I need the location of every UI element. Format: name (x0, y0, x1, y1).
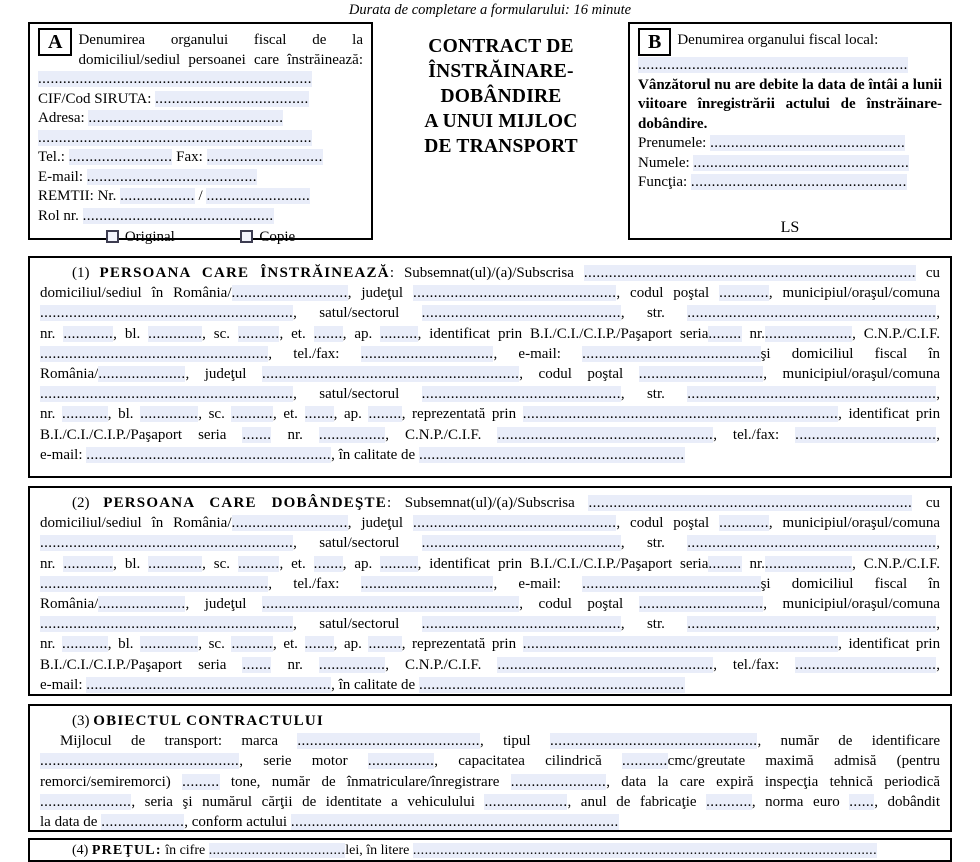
document-title (382, 34, 620, 159)
box-a-letter-tag: A (38, 28, 72, 56)
box-a-adresa-row2[interactable]: .................................................................. (38, 129, 312, 146)
section-3-contract-object (28, 704, 952, 832)
s1-line-1[interactable]: (1) PERSOANA CARE ÎNSTRĂINEAZĂ: Subsemnat(ul)/(a)/Subscrisa ................................................................................ cu (72, 265, 941, 281)
s3-title: OBIECTUL CONTRACTULUI (93, 713, 324, 729)
title-line-4: A UNUI MIJLOC (424, 111, 578, 132)
box-b-ls-stamp-label: LS (780, 218, 800, 236)
box-b-numele-row[interactable]: Numele: .................................................... (638, 154, 910, 171)
original-label: Original (124, 229, 175, 245)
s2-line-9[interactable]: B.I./C.I./C.I.P./Paşaport seria ....... nr. ................, C.N.P./C.I.F. ...................................................., tel./fax: .................................., (40, 656, 941, 673)
box-a-name-field[interactable]: .................................................................. (38, 71, 312, 87)
box-b-functia-row[interactable]: Funcţia: .................................................... (638, 174, 907, 190)
box-b-prenumele-row[interactable]: Prenumele: ............................................... (638, 135, 906, 151)
s3-heading: (3) OBIECTUL CONTRACTULUI (72, 713, 324, 729)
s3-line-1[interactable]: Mijlocul de transport: marca ............................................, tipul .................................................., număr de identificare (60, 733, 941, 750)
s4-line-1[interactable]: (4) PREŢUL: în cifre ...................................lei, în litere ....................................................................................................................... (72, 843, 877, 858)
section-4-price (28, 838, 952, 862)
title-line-5: DE TRANSPORT (424, 136, 578, 157)
box-a-fiscal-authority (28, 22, 373, 245)
box-b-header-row (638, 28, 942, 56)
title-line-3: DOBÂNDIRE (440, 86, 562, 107)
copie-label: Copie (259, 229, 296, 245)
s2-line-2[interactable]: domiciliul/sediul în România/............................, judeţul ................................................., codul poştal ............, municipiul/oraşul/comuna (40, 515, 941, 532)
box-a-header-row (38, 28, 363, 70)
s1-title: PERSOANA CARE ÎNSTRĂINEAZĂ (99, 265, 390, 281)
box-a-email-row[interactable]: E-mail: ......................................... (38, 168, 257, 185)
s2-line-10[interactable]: e-mail: ..........................................................., în calitate de ................................................................ (40, 676, 685, 693)
s4-title: PREŢUL: (91, 843, 162, 858)
section-1-seller (28, 256, 952, 478)
form-duration-note: Durata de completare a formularului: 16 minute (348, 2, 632, 18)
s1-line-3[interactable]: ............................................................., satul/sectorul ................................................, str. ............................................................, (40, 305, 941, 322)
s2-line-1[interactable]: (2) PERSOANA CARE DOBÂNDEŞTE: Subsemnat(ul)/(a)/Subscrisa .............................................................................. cu (72, 495, 941, 511)
title-line-1: CONTRACT DE (428, 36, 574, 57)
s1-line-6[interactable]: România/....................., judeţul .............................................................., codul poştal .............................., municipiul/oraşul/comuna (40, 366, 940, 383)
section-2-buyer (28, 486, 952, 696)
s1-line-8[interactable]: nr. ..........., bl. .............., sc. .........., et. ......., ap. ........, reprezentată prin ............................................................................, identificat prin (40, 406, 941, 423)
s3-line-3[interactable]: remorci/semiremorci) ......... tone, număr de înmatriculare/înregistrare ......................., data la care expiră inspecţia tehnică periodică (40, 773, 941, 790)
box-b-local-fiscal-authority (628, 22, 952, 240)
box-b-name-field[interactable]: ................................................................. (638, 57, 908, 73)
box-b-letter-tag: B (638, 28, 671, 56)
box-a-cif-row[interactable]: CIF/Cod SIRUTA: ..................................... (38, 90, 309, 107)
s1-line-7[interactable]: ............................................................., satul/sectorul ................................................, str. ............................................................, (40, 386, 941, 403)
s2-line-4[interactable]: nr. ............, bl. ............., sc. .........., et. ......., ap. ........., identificat prin B.I./C.I./C.I.P./Paşaport seria........ nr......................, C.N.P./C.I.F. (40, 555, 941, 572)
s3-line-2[interactable]: ................................................, serie motor ................, capacitatea cilindrică ...........cmc/greutate maximă admisă (pentru (40, 753, 940, 770)
s2-title: PERSOANA CARE DOBÂNDEŞTE (103, 495, 387, 511)
s2-line-6[interactable]: România/....................., judeţul .............................................................., codul poştal .............................., municipiul/oraşul/comuna (40, 596, 940, 613)
box-a-rol-row[interactable]: Rol nr. .............................................. (38, 207, 274, 224)
s2-line-5[interactable]: ......................................................., tel./fax: ................................, e-mail: ...........................................şi domiciliul fiscal în (40, 575, 941, 592)
s1-line-9[interactable]: B.I./C.I./C.I.P./Paşaport seria ....... nr. ................, C.N.P./C.I.F. ...................................................., tel./fax: .................................., (40, 426, 941, 443)
copie-checkbox[interactable] (240, 230, 253, 243)
box-a-heading: Denumirea organului fiscal de la domiciliul/sediul persoanei care înstrăinează: (78, 32, 363, 68)
s2-line-3[interactable]: ............................................................., satul/sectorul ................................................, str. ............................................................, (40, 535, 941, 552)
box-b-heading: Denumirea organului fiscal local: (677, 32, 879, 48)
s2-line-8[interactable]: nr. ..........., bl. .............., sc. .........., et. ......., ap. ........, reprezentată prin ............................................................................, identificat prin (40, 636, 941, 653)
box-a-remtii-row[interactable]: REMTII: Nr. .................. / ......................... (38, 188, 311, 204)
s3-line-4[interactable]: ......................, seria şi numărul cărţii de identitate a vehiculului ...................., anul de fabricaţie ..........., norma euro ......, dobândit (40, 793, 941, 810)
box-a-copy-type-row (38, 229, 363, 246)
box-a-adresa-row[interactable]: Adresa: ............................................... (38, 110, 284, 126)
s1-line-4[interactable]: nr. ............, bl. ............., sc. .........., et. ......., ap. ........., identificat prin B.I./C.I./C.I.P./Paşaport seria........ nr......................, C.N.P./C.I.F. (40, 325, 941, 342)
box-a-tel-fax-row[interactable]: Tel.: ......................... Fax: ............................ (38, 149, 323, 165)
original-checkbox[interactable] (106, 230, 119, 243)
s2-line-7[interactable]: ............................................................., satul/sectorul ................................................, str. ............................................................, (40, 616, 941, 633)
s3-line-5[interactable]: la data de ...................., conform actului ............................................................................... (40, 814, 619, 831)
s1-line-5[interactable]: ......................................................., tel./fax: ................................, e-mail: ...........................................şi domiciliul fiscal în (40, 345, 941, 362)
s1-line-10[interactable]: e-mail: ..........................................................., în calitate de ................................................................ (40, 446, 685, 463)
s1-line-2[interactable]: domiciliul/sediul în România/............................, judeţul ................................................., codul poştal ............, municipiul/oraşul/comuna (40, 285, 941, 302)
box-b-statement: Vânzătorul nu are debite la data de întâi a lunii viitoare înregistrării actului de înstrăinare-dobândire. (638, 76, 942, 132)
title-line-2: ÎNSTRĂINARE- (428, 61, 574, 82)
